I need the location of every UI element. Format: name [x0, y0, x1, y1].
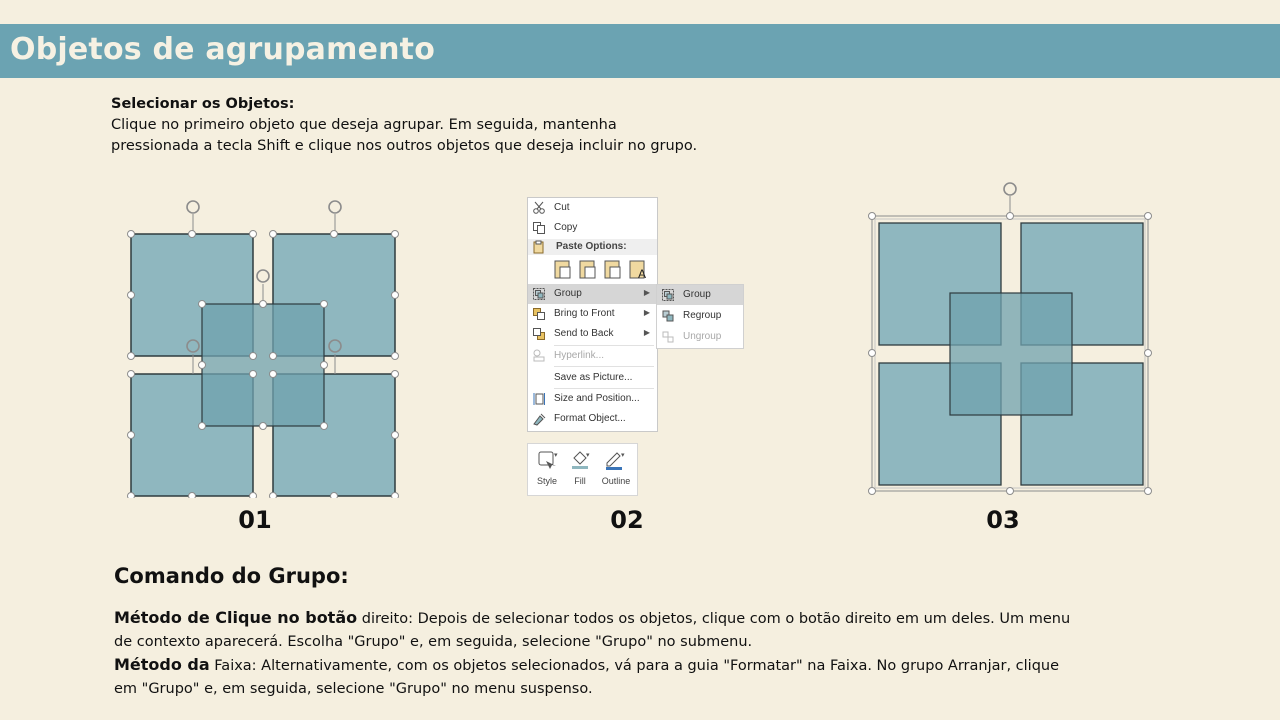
group-square-center [950, 293, 1072, 415]
figure-01-label: 01 [238, 506, 272, 534]
ribbon-shape-styles [527, 443, 638, 496]
ribbon-style-button[interactable]: ▾ Style [531, 444, 563, 495]
size-position-icon [532, 392, 546, 406]
paste-options-icons[interactable] [552, 258, 652, 282]
page-title: Objetos de agrupamento [10, 32, 436, 67]
menu-item-save-as-picture[interactable]: Save as Picture... [554, 372, 633, 383]
submenu-item-regroup[interactable]: Regroup [657, 306, 743, 326]
ribbon-fill-button[interactable]: ▾ Fill [564, 444, 596, 495]
send-to-back-icon [532, 327, 546, 341]
submenu-arrow-icon: ▶ [643, 328, 650, 337]
figure-01-selected-shapes [120, 192, 410, 498]
menu-item-hyperlink: Hyperlink... [528, 346, 657, 366]
scissors-icon [532, 201, 546, 215]
intro-line-2: pressionada a tecla Shift e clique nos outros objetos que deseja incluir no grupo. [111, 138, 698, 154]
pen-outline-icon [604, 449, 626, 471]
bring-to-front-icon [532, 307, 546, 321]
method-ribbon [114, 653, 1074, 701]
svg-text:▾: ▾ [621, 452, 625, 459]
figure-03-label: 03 [986, 506, 1020, 534]
group-submenu [656, 284, 744, 349]
method-right-click-text: direito: Depois de selecionar todos os objetos, clique com o botão direito em um deles. Um menu de contexto aparecerá. Escolha "Grupo" e, em seguida, selecione "Grupo" no submenu. [114, 611, 1071, 650]
title-banner [0, 24, 1280, 78]
regroup-icon [661, 309, 675, 323]
intro-line-1: Clique no primeiro objeto que deseja agrupar. Em seguida, mantenha [111, 117, 617, 133]
ungroup-icon [661, 330, 675, 344]
method-ribbon-text: Faixa: Alternativamente, com os objetos selecionados, vá para a guia "Formatar" na Faixa. No grupo Arranjar, clique em "Grupo" e, em seguida, selecione "Grupo" no menu suspenso. [114, 658, 1060, 697]
clipboard-icon [532, 240, 546, 254]
figure-03-grouped-shapes [860, 178, 1165, 498]
menu-separator [554, 366, 654, 367]
submenu-item-ungroup: Ungroup [657, 327, 743, 347]
context-menu [527, 197, 658, 432]
svg-text:A: A [638, 267, 647, 281]
command-heading: Comando do Grupo: [114, 564, 349, 588]
intro-heading: Selecionar os Objetos: [111, 96, 295, 112]
shape-style-icon [537, 449, 559, 471]
svg-text:▾: ▾ [554, 452, 558, 459]
method-right-click [114, 606, 1074, 654]
submenu-arrow-icon: ▶ [643, 288, 650, 297]
ribbon-outline-button[interactable]: ▾ Outline [598, 444, 634, 495]
menu-item-send-to-back[interactable]: Send to Back ▶ [528, 324, 657, 344]
menu-item-cut[interactable]: Cut [528, 198, 657, 218]
method-right-click-title: Método de Clique no botão [114, 608, 358, 627]
menu-item-copy[interactable]: Copy [528, 218, 657, 238]
method-ribbon-title: Método da [114, 655, 210, 674]
paste-options-header: Paste Options: [528, 239, 657, 255]
group-icon [532, 287, 546, 301]
menu-item-group[interactable]: Group ▶ [528, 284, 657, 304]
figure-02-label: 02 [610, 506, 644, 534]
svg-text:▾: ▾ [586, 452, 590, 459]
submenu-item-group[interactable]: Group [657, 285, 743, 305]
hyperlink-icon [532, 349, 546, 363]
shape-square-center [202, 304, 324, 426]
menu-item-format-object[interactable]: Format Object... [528, 409, 657, 429]
submenu-arrow-icon: ▶ [643, 308, 650, 317]
menu-item-size-and-position[interactable]: Size and Position... [528, 389, 657, 409]
menu-item-bring-to-front[interactable]: Bring to Front ▶ [528, 304, 657, 324]
rotate-icon [1004, 183, 1016, 195]
paint-bucket-icon [570, 449, 592, 471]
intro-section [111, 94, 697, 157]
group-icon [661, 288, 675, 302]
copy-icon [532, 221, 546, 235]
format-object-icon [532, 412, 546, 426]
